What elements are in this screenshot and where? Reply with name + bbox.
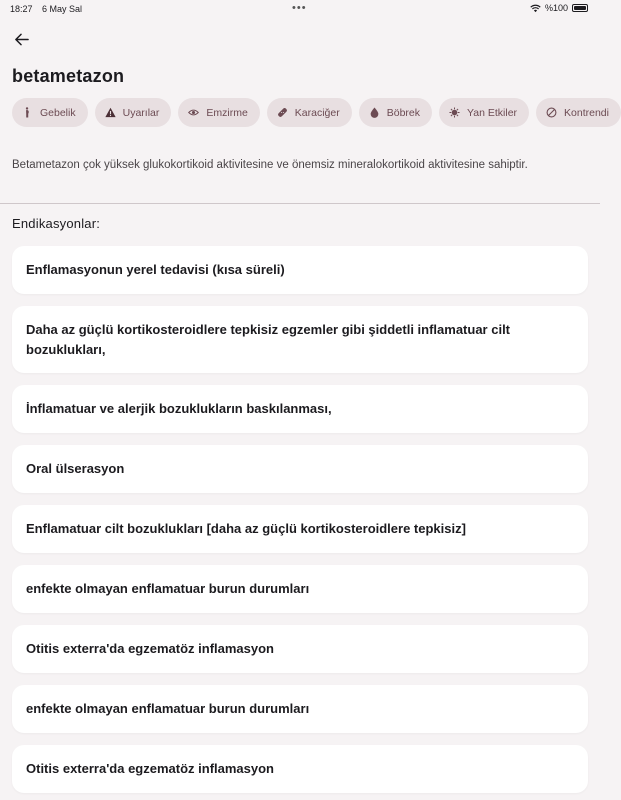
section-title: Endikasyonlar:	[12, 216, 101, 231]
indication-card[interactable]	[12, 565, 588, 613]
chip-gebelik[interactable]	[12, 98, 88, 127]
indication-card[interactable]	[12, 306, 588, 373]
indication-text: Otitis exterra'da egzematöz inflamasyon	[26, 641, 275, 656]
chip-label: Uyarılar	[122, 106, 160, 119]
indication-text: Enflamatuar cilt bozuklukları [daha az güçlü kortikosteroidlere tepkisiz]	[26, 521, 466, 536]
chip-label: Böbrek	[386, 106, 421, 119]
drug-description: Betametazon çok yüksek glukokortikoid aktivitesine ve önemsiz mineralokortikoid aktivitesine sahiptir.	[12, 159, 528, 171]
chip-emzirme[interactable]	[178, 98, 259, 127]
indication-card[interactable]	[12, 385, 588, 433]
divider	[0, 203, 600, 204]
status-bar	[0, 0, 600, 18]
indication-text: enfekte olmayan enflamatuar burun durumları	[26, 581, 310, 596]
pregnant-icon	[22, 107, 33, 118]
indication-card[interactable]	[12, 625, 588, 673]
chip-label: Yan Etkiler	[467, 106, 518, 119]
chip-label: Gebelik	[40, 106, 76, 119]
chip-yan-etkiler[interactable]	[439, 98, 529, 127]
indication-text: Daha az güçlü kortikosteroidlere tepkisiz egzemler gibi şiddetli inflamatuar cilt bozuklukları,	[26, 321, 511, 357]
virus-icon	[449, 107, 460, 118]
indication-text: enfekte olmayan enflamatuar burun durumları	[26, 701, 310, 716]
status-time: 18:27	[10, 4, 33, 14]
chip-karaciger[interactable]	[267, 98, 352, 127]
page-title: betametazon	[12, 66, 125, 86]
multitask-dots-icon[interactable]: •••	[292, 2, 307, 14]
indication-card[interactable]	[12, 745, 588, 793]
chip-label: Emzirme	[206, 106, 248, 119]
battery-percent: %100	[544, 3, 568, 13]
arrow-left-icon	[14, 32, 29, 47]
block-icon	[546, 107, 557, 118]
status-right	[530, 3, 588, 13]
drop-icon	[369, 107, 380, 118]
warning-icon	[105, 107, 116, 118]
wifi-icon	[530, 4, 541, 13]
indication-card[interactable]	[12, 246, 588, 294]
back-button[interactable]	[10, 28, 32, 50]
indication-text: Oral ülserasyon	[26, 461, 125, 476]
chip-label: Kontrendi	[564, 106, 609, 119]
chip-label: Karaciğer	[294, 106, 340, 119]
bandage-icon	[277, 107, 288, 118]
indication-card[interactable]	[12, 445, 588, 493]
indication-text: İnflamatuar ve alerjik bozuklukların baskılanması,	[26, 401, 332, 416]
chip-bobrek[interactable]	[359, 98, 432, 127]
chip-kontrendikasyon[interactable]	[536, 98, 621, 127]
indication-card[interactable]	[12, 505, 588, 553]
status-date: 6 May Sal	[42, 4, 83, 14]
indication-card[interactable]	[12, 685, 588, 733]
indication-text: Enflamasyonun yerel tedavisi (kısa süreli)	[26, 262, 285, 277]
battery-icon	[572, 4, 588, 12]
eye-icon	[188, 107, 199, 118]
chip-uyarilar[interactable]	[95, 98, 172, 127]
category-chips	[12, 98, 609, 128]
indication-text: Otitis exterra'da egzematöz inflamasyon	[26, 761, 275, 776]
